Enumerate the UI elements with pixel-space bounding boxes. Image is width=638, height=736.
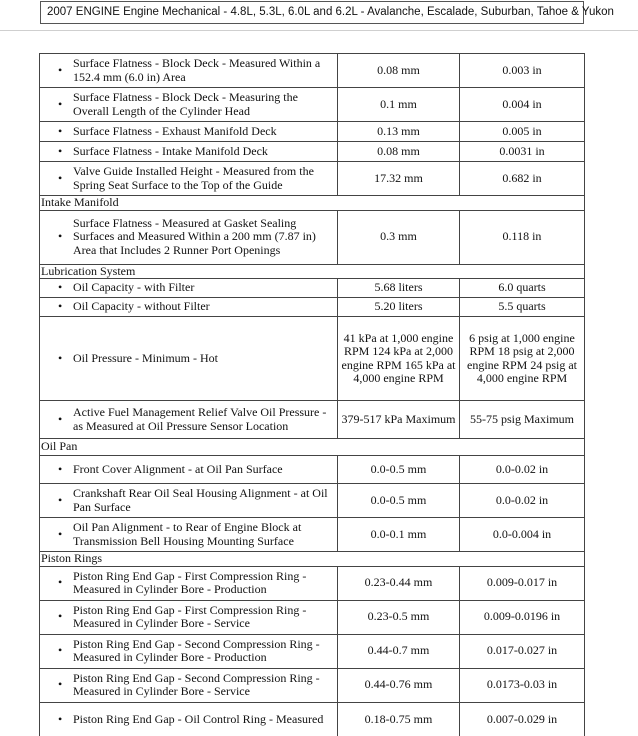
spec-item	[40, 142, 338, 162]
table-row	[40, 88, 585, 122]
section-heading: Lubrication System	[40, 264, 585, 279]
metric-value: 0.0-0.5 mm	[338, 456, 460, 484]
spec-item	[40, 317, 338, 401]
bullet-icon: •	[58, 170, 63, 185]
specification-table	[39, 53, 585, 736]
metric-value: 5.20 liters	[338, 298, 460, 317]
bullet-icon: •	[58, 229, 63, 244]
table-row	[40, 298, 585, 317]
bullet-icon: •	[58, 526, 63, 541]
english-value: 0.007-0.029 in	[460, 702, 585, 736]
spec-item-label: Front Cover Alignment - at Oil Pan Surface	[73, 461, 283, 476]
english-value: 0.0-0.02 in	[460, 484, 585, 518]
english-value: 0.009-0.017 in	[460, 566, 585, 600]
spec-item-label: Piston Ring End Gap - First Compression Ring - Measured in Cylinder Bore - Production	[73, 568, 307, 597]
bullet-icon: •	[58, 461, 63, 476]
table-row	[40, 566, 585, 600]
english-value: 0.0173-0.03 in	[460, 668, 585, 702]
metric-value: 0.44-0.76 mm	[338, 668, 460, 702]
spec-item	[40, 668, 338, 702]
spec-item	[40, 518, 338, 552]
metric-value: 0.23-0.44 mm	[338, 566, 460, 600]
english-value: 0.017-0.027 in	[460, 634, 585, 668]
table-row	[40, 401, 585, 439]
metric-value: 0.3 mm	[338, 210, 460, 264]
english-value: 0.004 in	[460, 88, 585, 122]
spec-item	[40, 122, 338, 142]
table-row	[40, 122, 585, 142]
bullet-icon: •	[58, 96, 63, 111]
table-row	[40, 456, 585, 484]
table-row	[40, 142, 585, 162]
spec-item-label: Surface Flatness - Measured at Gasket Sealing Surfaces and Measured Within a 200 mm (7.87 in) Area that Includes 2 Runner Port Openings	[73, 215, 316, 257]
metric-value: 379-517 kPa Maximum	[338, 401, 460, 439]
english-value: 0.009-0.0196 in	[460, 600, 585, 634]
section-heading: Piston Rings	[40, 552, 585, 567]
table-row	[40, 484, 585, 518]
table-row	[40, 162, 585, 196]
spec-item-label: Oil Capacity - with Filter	[73, 280, 195, 295]
bullet-icon: •	[58, 62, 63, 77]
section-row	[40, 439, 585, 456]
spec-item	[40, 54, 338, 88]
bullet-icon: •	[58, 280, 63, 295]
metric-value: 0.23-0.5 mm	[338, 600, 460, 634]
metric-value: 17.32 mm	[338, 162, 460, 196]
metric-value: 0.18-0.75 mm	[338, 702, 460, 736]
spec-item-label: Oil Pressure - Minimum - Hot	[73, 350, 218, 365]
english-value: 0.0-0.004 in	[460, 518, 585, 552]
section-row	[40, 196, 585, 211]
table-row	[40, 279, 585, 298]
spec-item-label: Active Fuel Management Relief Valve Oil Pressure - as Measured at Oil Pressure Sensor Location	[73, 405, 327, 433]
bullet-icon: •	[58, 411, 63, 426]
bullet-icon: •	[58, 677, 63, 692]
bullet-icon: •	[58, 350, 63, 365]
metric-value: 0.0-0.5 mm	[338, 484, 460, 518]
spec-item	[40, 210, 338, 264]
bullet-icon: •	[58, 609, 63, 624]
table-row	[40, 702, 585, 736]
spec-item	[40, 566, 338, 600]
english-value: 6 psig at 1,000 engine RPM 18 psig at 2,000 engine RPM 24 psig at 4,000 engine RPM	[460, 317, 585, 401]
bullet-icon: •	[58, 492, 63, 507]
english-value: 0.0031 in	[460, 142, 585, 162]
section-row	[40, 552, 585, 567]
spec-item-label: Oil Capacity - without Filter	[73, 299, 210, 314]
metric-value: 0.13 mm	[338, 122, 460, 142]
spec-item-label: Surface Flatness - Exhaust Manifold Deck	[73, 123, 277, 138]
english-value: 0.682 in	[460, 162, 585, 196]
table-row	[40, 600, 585, 634]
spec-item	[40, 88, 338, 122]
bullet-icon: •	[58, 711, 63, 726]
spec-item	[40, 702, 338, 736]
spec-item-label: Piston Ring End Gap - Second Compression Ring - Measured in Cylinder Bore - Production	[73, 636, 320, 665]
metric-value: 0.44-0.7 mm	[338, 634, 460, 668]
bullet-icon: •	[58, 143, 63, 158]
spec-item-label: Valve Guide Installed Height - Measured from the Spring Seat Surface to the Top of the Guide	[73, 163, 314, 192]
table-row	[40, 518, 585, 552]
table-row	[40, 634, 585, 668]
english-value: 0.003 in	[460, 54, 585, 88]
metric-value: 0.08 mm	[338, 54, 460, 88]
spec-item	[40, 279, 338, 298]
english-value: 0.0-0.02 in	[460, 456, 585, 484]
metric-value: 0.1 mm	[338, 88, 460, 122]
table-row	[40, 668, 585, 702]
bullet-icon: •	[58, 123, 63, 138]
english-value: 55-75 psig Maximum	[460, 401, 585, 439]
table-row	[40, 210, 585, 264]
table-row	[40, 54, 585, 88]
english-value: 0.005 in	[460, 122, 585, 142]
spec-item	[40, 634, 338, 668]
spec-item	[40, 401, 338, 439]
metric-value: 0.0-0.1 mm	[338, 518, 460, 552]
section-heading: Intake Manifold	[40, 196, 585, 211]
document-header: 2007 ENGINE Engine Mechanical - 4.8L, 5.3L, 6.0L and 6.2L - Avalanche, Escalade, Suburban, Tahoe & Yukon	[40, 1, 584, 24]
english-value: 0.118 in	[460, 210, 585, 264]
spec-item-label: Surface Flatness - Intake Manifold Deck	[73, 143, 268, 158]
bullet-icon: •	[58, 299, 63, 314]
section-heading: Oil Pan	[40, 439, 585, 456]
spec-item-label: Piston Ring End Gap - Oil Control Ring - Measured	[73, 711, 324, 726]
spec-item	[40, 484, 338, 518]
spec-item	[40, 456, 338, 484]
spec-item	[40, 162, 338, 196]
page-divider	[0, 30, 638, 31]
metric-value: 0.08 mm	[338, 142, 460, 162]
spec-item	[40, 298, 338, 317]
spec-item-label: Surface Flatness - Block Deck - Measuring the Overall Length of the Cylinder Head	[73, 89, 298, 118]
metric-value: 5.68 liters	[338, 279, 460, 298]
spec-item	[40, 600, 338, 634]
spec-item-label: Oil Pan Alignment - to Rear of Engine Block at Transmission Bell Housing Mounting Surface	[73, 520, 302, 548]
bullet-icon: •	[58, 575, 63, 590]
english-value: 5.5 quarts	[460, 298, 585, 317]
metric-value: 41 kPa at 1,000 engine RPM 124 kPa at 2,000 engine RPM 165 kPa at 4,000 engine RPM	[338, 317, 460, 401]
bullet-icon: •	[58, 643, 63, 658]
english-value: 6.0 quarts	[460, 279, 585, 298]
table-row	[40, 317, 585, 401]
spec-item-label: Surface Flatness - Block Deck - Measured Within a 152.4 mm (6.0 in) Area	[73, 55, 321, 84]
section-row	[40, 264, 585, 279]
spec-item-label: Crankshaft Rear Oil Seal Housing Alignment - at Oil Pan Surface	[73, 486, 328, 514]
spec-item-label: Piston Ring End Gap - Second Compression Ring - Measured in Cylinder Bore - Service	[73, 670, 320, 699]
spec-item-label: Piston Ring End Gap - First Compression Ring - Measured in Cylinder Bore - Service	[73, 602, 307, 631]
